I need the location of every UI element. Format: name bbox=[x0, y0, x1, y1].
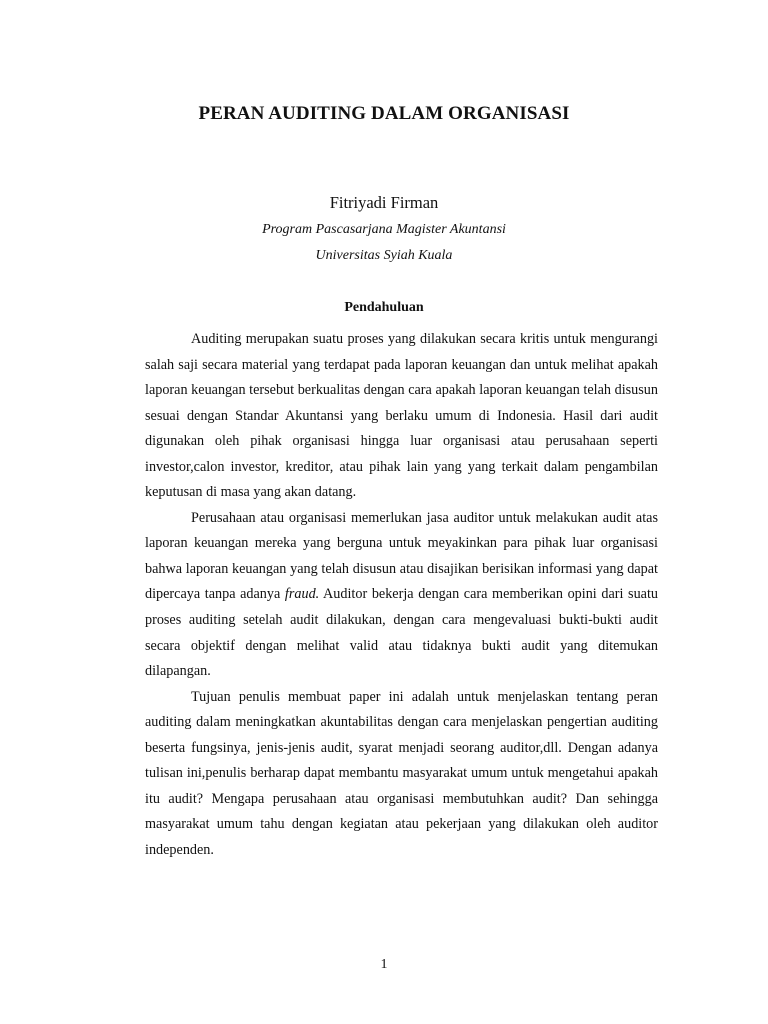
paragraph-2-text-after: Auditor bekerja dengan cara memberikan opini dari suatu proses auditing setelah audit dilakukan, dengan cara mengevaluasi bukti-bukti audit secara objektif dengan melihat valid atau tidaknya bukti audit yang ditemukan dilapangan. bbox=[145, 586, 658, 680]
page-number: 1 bbox=[380, 957, 388, 972]
body-text bbox=[145, 327, 658, 863]
paragraph-2-text-before: Perusahaan atau organisasi memerlukan jasa auditor untuk melakukan audit atas laporan keuangan mereka yang berguna untuk meyakinkan para pihak luar organisasi bahwa laporan keuangan yang telah disusun atau disajikan berisikan informasi yang dapat dipercaya tanpa adanya bbox=[145, 509, 658, 603]
author-name: Fitriyadi Firman bbox=[329, 193, 439, 212]
paragraph-3: Tujuan penulis membuat paper ini adalah untuk menjelaskan tentang peran auditing dalam meningkatkan akuntabilitas dengan cara menjelaskan pengertian auditing beserta fungsinya, jenis-jenis audit, syarat menjadi seorang auditor,dll. Dengan adanya tulisan ini,penulis berharap dapat membantu masyarakat umum untuk mengetahui apakah itu audit? Mengapa perusahaan atau organisasi membutuhkan audit? Dan sehingga masyarakat umum tahu dengan kegiatan atau pekerjaan yang dilakukan oleh auditor independen. bbox=[145, 688, 658, 858]
affiliation-university: Universitas Syiah Kuala bbox=[315, 248, 453, 263]
paragraph-1: Auditing merupakan suatu proses yang dilakukan secara kritis untuk mengurangi salah saji secara material yang terdapat pada laporan keuangan dan untuk melihat apakah laporan keuangan tersebut berkualitas dengan cara apakah laporan keuangan telah disusun sesuai dengan Standar Akuntansi yang berlaku umum di Indonesia. Hasil dari audit digunakan oleh pihak organisasi hingga luar organisasi atau perusahaan seperti investor,calon investor, kreditor, atau pihak lain yang yang terkait dalam pengambilan keputusan di masa yang akan datang. bbox=[145, 331, 658, 501]
paragraph-2 bbox=[145, 506, 658, 685]
affiliation-program: Program Pascasarjana Magister Akuntansi bbox=[262, 222, 506, 237]
paragraph-2-emphasis: fraud. bbox=[284, 586, 320, 603]
document-title: PERAN AUDITING DALAM ORGANISASI bbox=[198, 103, 570, 124]
section-heading: Pendahuluan bbox=[344, 300, 424, 315]
